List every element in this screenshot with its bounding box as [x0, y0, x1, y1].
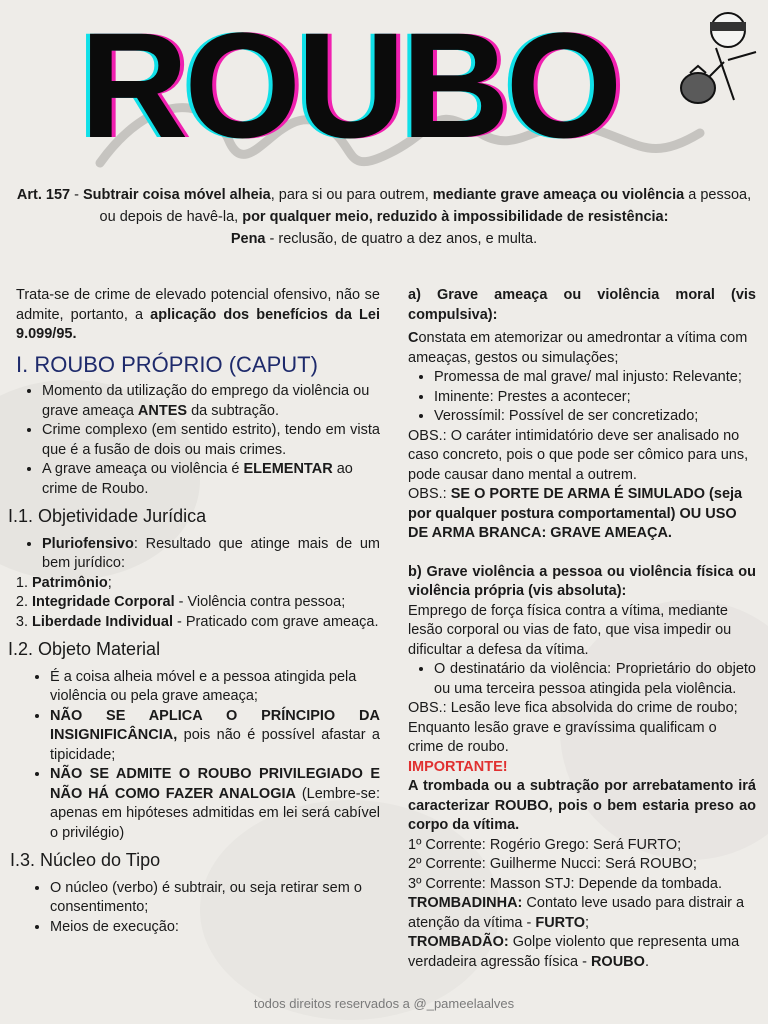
list-item: • Crime complexo (em sentido estrito), tendo em vista que é a fusão de dois ou mais crimes. [42, 421, 380, 460]
current-item: 1º Corrente: Rogério Grego: Será FURTO; [408, 836, 682, 853]
intro-paragraph: Trata-se de crime de elevado potencial ofensivo, não se admite, portanto, a aplicação dos benefícios da Lei 9.099/95. [16, 287, 381, 342]
list-item: 3. Liberdade Individual - Praticado com grave ameaça. [32, 613, 380, 633]
obs-note: OBS.: SE O PORTE DE ARMA É SIMULADO (seja por qualquer postura comportamental) OU USO DE ARMA BRANCA: GRAVE AMEAÇA. [408, 486, 743, 541]
left-column [8, 286, 381, 937]
bullet-list [408, 368, 756, 427]
pena-text: - reclusão, de quatro a dez anos, e multa. [265, 231, 538, 247]
subsection-a-heading: a) Grave ameaça ou violência moral (vis compulsiva): [408, 287, 756, 323]
article-text: a pessoa, ou depois de havê-la, [99, 187, 752, 225]
obs-note: OBS.: Lesão leve fica absolvida do crime de roubo; Enquanto lesão grave e gravíssima qualificam o crime de roubo. [408, 700, 738, 755]
current-item: 2º Corrente: Guilherme Nucci: Será ROUBO; [408, 856, 697, 872]
article-text: por qualquer meio, reduzido à impossibilidade de resistência: [242, 209, 669, 225]
important-label: IMPORTANTE! [408, 758, 508, 775]
list-item: • Verossímil: Possível de ser concretizado; [434, 407, 756, 427]
definition-trombadinha: TROMBADINHA: Contato leve usado para distrair a atenção da vítima - FURTO; [408, 895, 745, 931]
subsection-heading: I.2. Objeto Material [8, 639, 161, 659]
list-item: • O destinatário da violência: Proprietário do objeto ou uma terceira pessoa atingida pela violência. [434, 660, 756, 699]
subsection-heading: I.3. Núcleo do Tipo [10, 850, 161, 870]
article-text: , para si ou para outrem, [270, 187, 433, 203]
definition-trombadao: TROMBADÃO: Golpe violento que representa uma verdadeira agressão física - ROUBO. [408, 934, 740, 970]
obs-note: OBS.: O caráter intimidatório deve ser analisado no caso concreto, pois o que pode ser cômico para uns, pode causar dano mental a outrem. [408, 427, 749, 483]
article-157: Art. 157 - Subtrair coisa móvel alheia, para si ou para outrem, mediante grave ameaça ou violência a pessoa, ou depois de havê-la, por qualquer meio, reduzido à impossibilidade de resistência: Pena - reclusão, de quatro a dez anos, e multa. [16, 187, 752, 247]
bullet-list [408, 660, 756, 699]
list-item: • NÃO SE ADMITE O ROUBO PRIVILEGIADO E NÃO HÁ COMO FAZER ANALOGIA (Lembre-se: apenas em hipóteses admitidas em lei será cabível o privilégio) [50, 765, 380, 843]
pena-label: Pena [230, 231, 266, 247]
bullet-list [16, 879, 380, 938]
list-item: • NÃO SE APLICA O PRÍNCIPIO DA INSIGNIFICÂNCIA, pois não é possível afastar a tipicidade; [50, 707, 380, 766]
list-item: • O núcleo (verbo) é subtrair, ou seja retirar sem o consentimento; [50, 879, 380, 918]
subsection-heading: I.1. Objetividade Jurídica [8, 506, 207, 526]
list-item: • A grave ameaça ou violência é ELEMENTAR ao crime de Roubo. [42, 460, 380, 499]
article-number: Art. 157 [16, 187, 71, 203]
paragraph: Constata em atemorizar ou amedrontar a vítima com ameaças, gestos ou simulações; [408, 330, 748, 366]
thief-icon [676, 10, 766, 110]
list-item: • É a coisa alheia móvel e a pessoa atingida pela violência ou pela grave ameaça; [50, 668, 380, 707]
list-item: • Iminente: Prestes a acontecer; [434, 388, 756, 408]
bullet-list [16, 668, 380, 844]
list-item: • Promessa de mal grave/ mal injusto: Relevante; [434, 368, 756, 388]
article-text: Subtrair coisa móvel alheia [82, 187, 271, 203]
footer-credit: todos direitos reservados a @_pameelaalves [253, 996, 515, 1011]
current-item: 3º Corrente: Masson STJ: Depende da tombada. [408, 875, 722, 892]
list-item: 1. Patrimônio; [32, 574, 380, 594]
paragraph: Emprego de força física contra a vítima, mediante lesão corporal ou vias de fato, que visa impedir ou dificultar a defesa da vítima. [408, 602, 732, 658]
right-column [408, 286, 756, 972]
numbered-list [2, 574, 380, 633]
subsection-b-heading: b) Grave violência a pessoa ou violência física ou violência própria (vis absoluta): [408, 563, 756, 599]
page-title: ROUBO [80, 1, 619, 169]
header [0, 1, 768, 169]
list-item: • Meios de execução: [50, 918, 380, 938]
list-item: • Pluriofensivo: Resultado que atinge mais de um bem jurídico: [42, 535, 380, 574]
list-item: 2. Integridade Corporal - Violência contra pessoa; [32, 593, 380, 613]
article-text: mediante grave ameaça ou violência [432, 187, 685, 203]
important-text: A trombada ou a subtração por arrebatamento irá caracterizar ROUBO, pois o bem estaria preso ao corpo da vítima. [408, 778, 756, 833]
section-heading: I. ROUBO PRÓPRIO (CAPUT) [16, 351, 318, 377]
list-item: • Momento da utilização do emprego da violência ou grave ameaça ANTES da subtração. [42, 382, 380, 421]
bullet-list [16, 535, 380, 574]
bullet-list [16, 382, 380, 499]
